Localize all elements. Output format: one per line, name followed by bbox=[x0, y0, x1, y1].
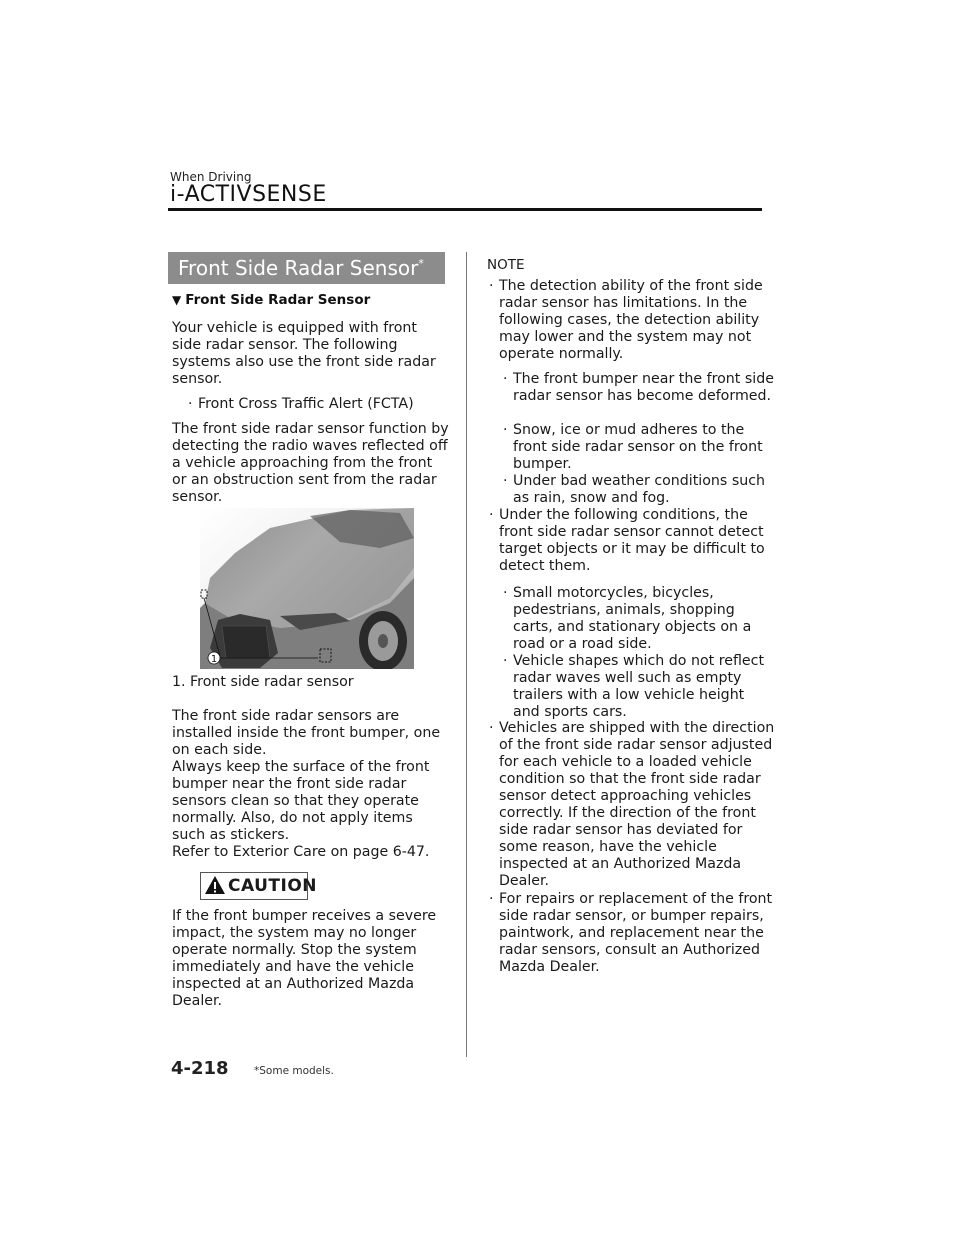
page-number: 4-218 bbox=[171, 1058, 229, 1079]
bullet-icon: · bbox=[503, 585, 508, 601]
note-text: Under bad weather conditions such as rain, snow and fog. bbox=[513, 473, 765, 506]
note-item bbox=[489, 720, 775, 890]
note-text: The detection ability of the front side radar sensor has limitations. In the following cases, the detection ability may lower and the system may not operate normally. bbox=[499, 278, 763, 362]
note-text: The front bumper near the front side radar sensor has become deformed. bbox=[513, 371, 774, 404]
note-text: Snow, ice or mud adheres to the front side radar sensor on the front bumper. bbox=[513, 422, 763, 472]
caution-text: If the front bumper receives a severe impact, the system may no longer operate normally. Stop the system immediately and have the vehicle inspected at an Authorized Mazda Dealer. bbox=[172, 908, 437, 1009]
section-banner bbox=[168, 252, 445, 284]
note-text: Under the following conditions, the front side radar sensor cannot detect target objects or it may be difficult to detect them. bbox=[499, 507, 765, 574]
note-subitem bbox=[503, 473, 775, 507]
bullet-icon: · bbox=[489, 891, 494, 907]
system-list-item bbox=[188, 396, 460, 413]
note-subitem bbox=[503, 422, 775, 473]
note-text: Vehicle shapes which do not reflect radar waves well such as empty trailers with a low vehicle height and sports cars. bbox=[513, 653, 765, 720]
note-item bbox=[489, 278, 775, 363]
footnote: *Some models. bbox=[254, 1065, 334, 1077]
section-label: When Driving bbox=[170, 170, 252, 184]
caution-label: CAUTION bbox=[228, 876, 318, 896]
bullet-icon: · bbox=[503, 422, 508, 438]
bullet-icon: · bbox=[188, 396, 193, 412]
triangle-marker-icon: ▼ bbox=[172, 293, 182, 307]
note-item bbox=[489, 891, 775, 976]
bullet-icon: · bbox=[489, 507, 494, 523]
note-subitem bbox=[503, 585, 775, 653]
bullet-icon: · bbox=[503, 371, 508, 387]
note-item bbox=[489, 507, 775, 575]
subheading bbox=[172, 292, 370, 308]
banner-title: Front Side Radar Sensor bbox=[178, 256, 419, 280]
maintenance-paragraph: Always keep the surface of the front bumper near the front side radar sensors clean so that they operate normally. Also, do not apply items such as stickers. bbox=[172, 759, 430, 843]
intro-paragraph: Your vehicle is equipped with front side radar sensor. The following systems also use the front side radar sensor. bbox=[172, 320, 436, 387]
subheading-text: Front Side Radar Sensor bbox=[185, 292, 371, 308]
header-rule bbox=[168, 208, 762, 211]
note-subitem bbox=[503, 653, 775, 721]
note-subitem bbox=[503, 371, 775, 405]
location-paragraph: The front side radar sensors are installed inside the front bumper, one on each side. bbox=[172, 708, 441, 758]
figure-callout-number: 1 bbox=[210, 654, 218, 665]
bullet-icon: · bbox=[503, 473, 508, 489]
banner-asterisk: * bbox=[418, 257, 424, 270]
column-divider bbox=[466, 252, 467, 1057]
warning-triangle-icon bbox=[204, 875, 226, 895]
bullet-icon: · bbox=[503, 653, 508, 669]
bullet-icon: · bbox=[489, 278, 494, 294]
function-paragraph: The front side radar sensor function by detecting the radio waves reflected off a vehicle approaching from the front or an obstruction sent from the radar sensor. bbox=[172, 421, 449, 505]
figure-caption: 1. Front side radar sensor bbox=[172, 674, 354, 690]
note-text: Small motorcycles, bicycles, pedestrians, animals, shopping carts, and stationary objects on a road or a road side. bbox=[513, 585, 752, 652]
note-text: Vehicles are shipped with the direction of the front side radar sensor adjusted for each vehicle to a loaded vehicle condition so that the front side radar sensor detect approaching vehicles correctly. If the direction of the front side radar sensor has deviated for some reason, have the vehicle inspected at an Authorized Mazda Dealer. bbox=[499, 720, 775, 889]
bullet-icon: · bbox=[489, 720, 494, 736]
car-front-illustration bbox=[200, 508, 414, 669]
bullet-text: Front Cross Traffic Alert (FCTA) bbox=[198, 396, 414, 412]
reference-paragraph: Refer to Exterior Care on page 6-47. bbox=[172, 844, 430, 860]
note-text: For repairs or replacement of the front side radar sensor, or bumper repairs, paintwork, and replacement near the radar sensors, consult an Authorized Mazda Dealer. bbox=[499, 891, 773, 975]
chapter-title: i-ACTIVSENSE bbox=[170, 182, 327, 207]
note-label: NOTE bbox=[487, 257, 525, 273]
